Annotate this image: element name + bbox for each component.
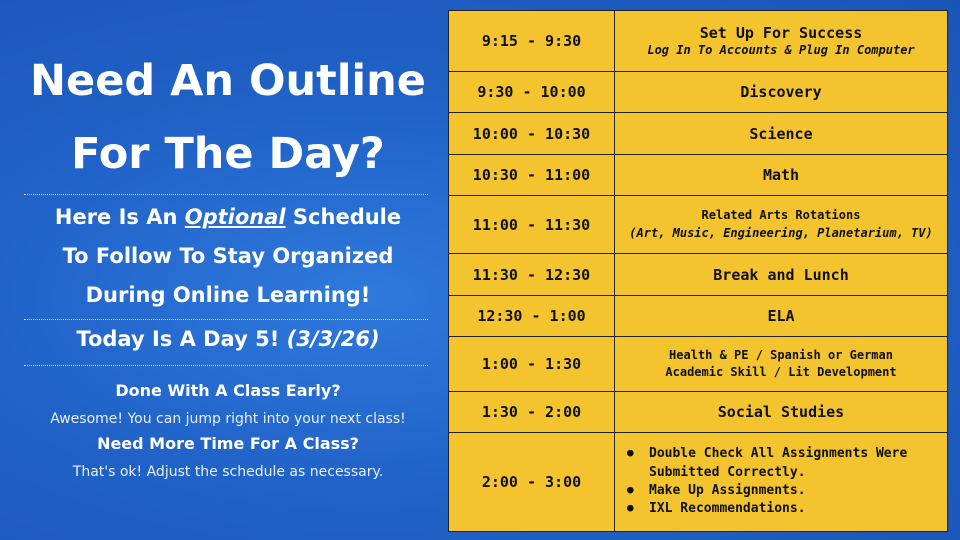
activity-cell: [615, 11, 948, 72]
question-more-time: Need More Time For A Class?: [97, 434, 359, 453]
answer-more-time: That's ok! Adjust the schedule as necessary.: [72, 464, 384, 480]
today-date: (3/3/26): [286, 327, 380, 351]
activity-line-1: Health & PE / Spanish or German: [669, 347, 893, 362]
subtitle-line-1: [24, 207, 432, 228]
time-cell: 9:30 - 10:00: [449, 72, 615, 113]
activity-title: Set Up For Success: [699, 23, 863, 42]
schedule-row: [449, 392, 948, 433]
time-cell: 11:30 - 12:30: [449, 254, 615, 296]
task-list: [615, 445, 947, 519]
subtitle-suffix: Schedule: [285, 205, 402, 229]
schedule-row: [449, 433, 948, 532]
time-cell: 2:00 - 3:00: [449, 433, 615, 532]
schedule-table: [448, 10, 948, 532]
activity-line-2: (Art, Music, Engineering, Planetarium, TV): [629, 225, 933, 240]
schedule-row: [449, 113, 948, 155]
divider-middle: [24, 319, 428, 320]
activity-cell: [615, 337, 948, 392]
time-cell: 1:30 - 2:00: [449, 392, 615, 433]
divider-top: [24, 194, 428, 195]
today-banner: [24, 329, 432, 350]
activity-cell: Math: [615, 155, 948, 196]
schedule-row: [449, 254, 948, 296]
time-cell: 11:00 - 11:30: [449, 196, 615, 254]
schedule-row: [449, 296, 948, 337]
schedule-row: [449, 196, 948, 254]
time-cell: 12:30 - 1:00: [449, 296, 615, 337]
activity-line-2: Academic Skill / Lit Development: [665, 365, 897, 379]
divider-bottom: [24, 365, 428, 366]
activity-cell: Break and Lunch: [615, 254, 948, 296]
schedule-row: [449, 155, 948, 196]
answer-done-early: Awesome! You can jump right into your next class!: [50, 411, 406, 427]
activity-detail: Log In To Accounts & Plug In Computer: [647, 42, 915, 57]
subtitle-line-2: To Follow To Stay Organized: [62, 244, 394, 268]
time-cell: 10:30 - 11:00: [449, 155, 615, 196]
activity-cell: [615, 433, 948, 532]
activity-cell: Science: [615, 113, 948, 155]
subtitle-prefix: Here Is An: [54, 205, 185, 229]
time-cell: 10:00 - 10:30: [449, 113, 615, 155]
today-text: Today Is A Day 5!: [76, 327, 287, 351]
page-title-line-1: Need An Outline: [30, 56, 426, 106]
activity-line-1: Related Arts Rotations: [701, 208, 861, 223]
question-done-early: Done With A Class Early?: [115, 381, 341, 400]
page-title-line-2: For The Day?: [71, 129, 385, 179]
list-item: ● Make Up Assignments.: [627, 482, 939, 500]
activity-cell: ELA: [615, 296, 948, 337]
schedule-row: [449, 72, 948, 113]
schedule-row: [449, 11, 948, 72]
activity-cell: Discovery: [615, 72, 948, 113]
list-item: ● IXL Recommendations.: [627, 500, 939, 518]
schedule-row: [449, 337, 948, 392]
time-cell: 9:15 - 9:30: [449, 11, 615, 72]
time-cell: 1:00 - 1:30: [449, 337, 615, 392]
activity-cell: [615, 196, 948, 254]
list-item: ● Double Check All Assignments Were Submitted Correctly.: [627, 445, 939, 482]
activity-cell: Social Studies: [615, 392, 948, 433]
optional-emphasis: Optional: [184, 205, 286, 229]
subtitle-line-3: During Online Learning!: [85, 283, 371, 307]
